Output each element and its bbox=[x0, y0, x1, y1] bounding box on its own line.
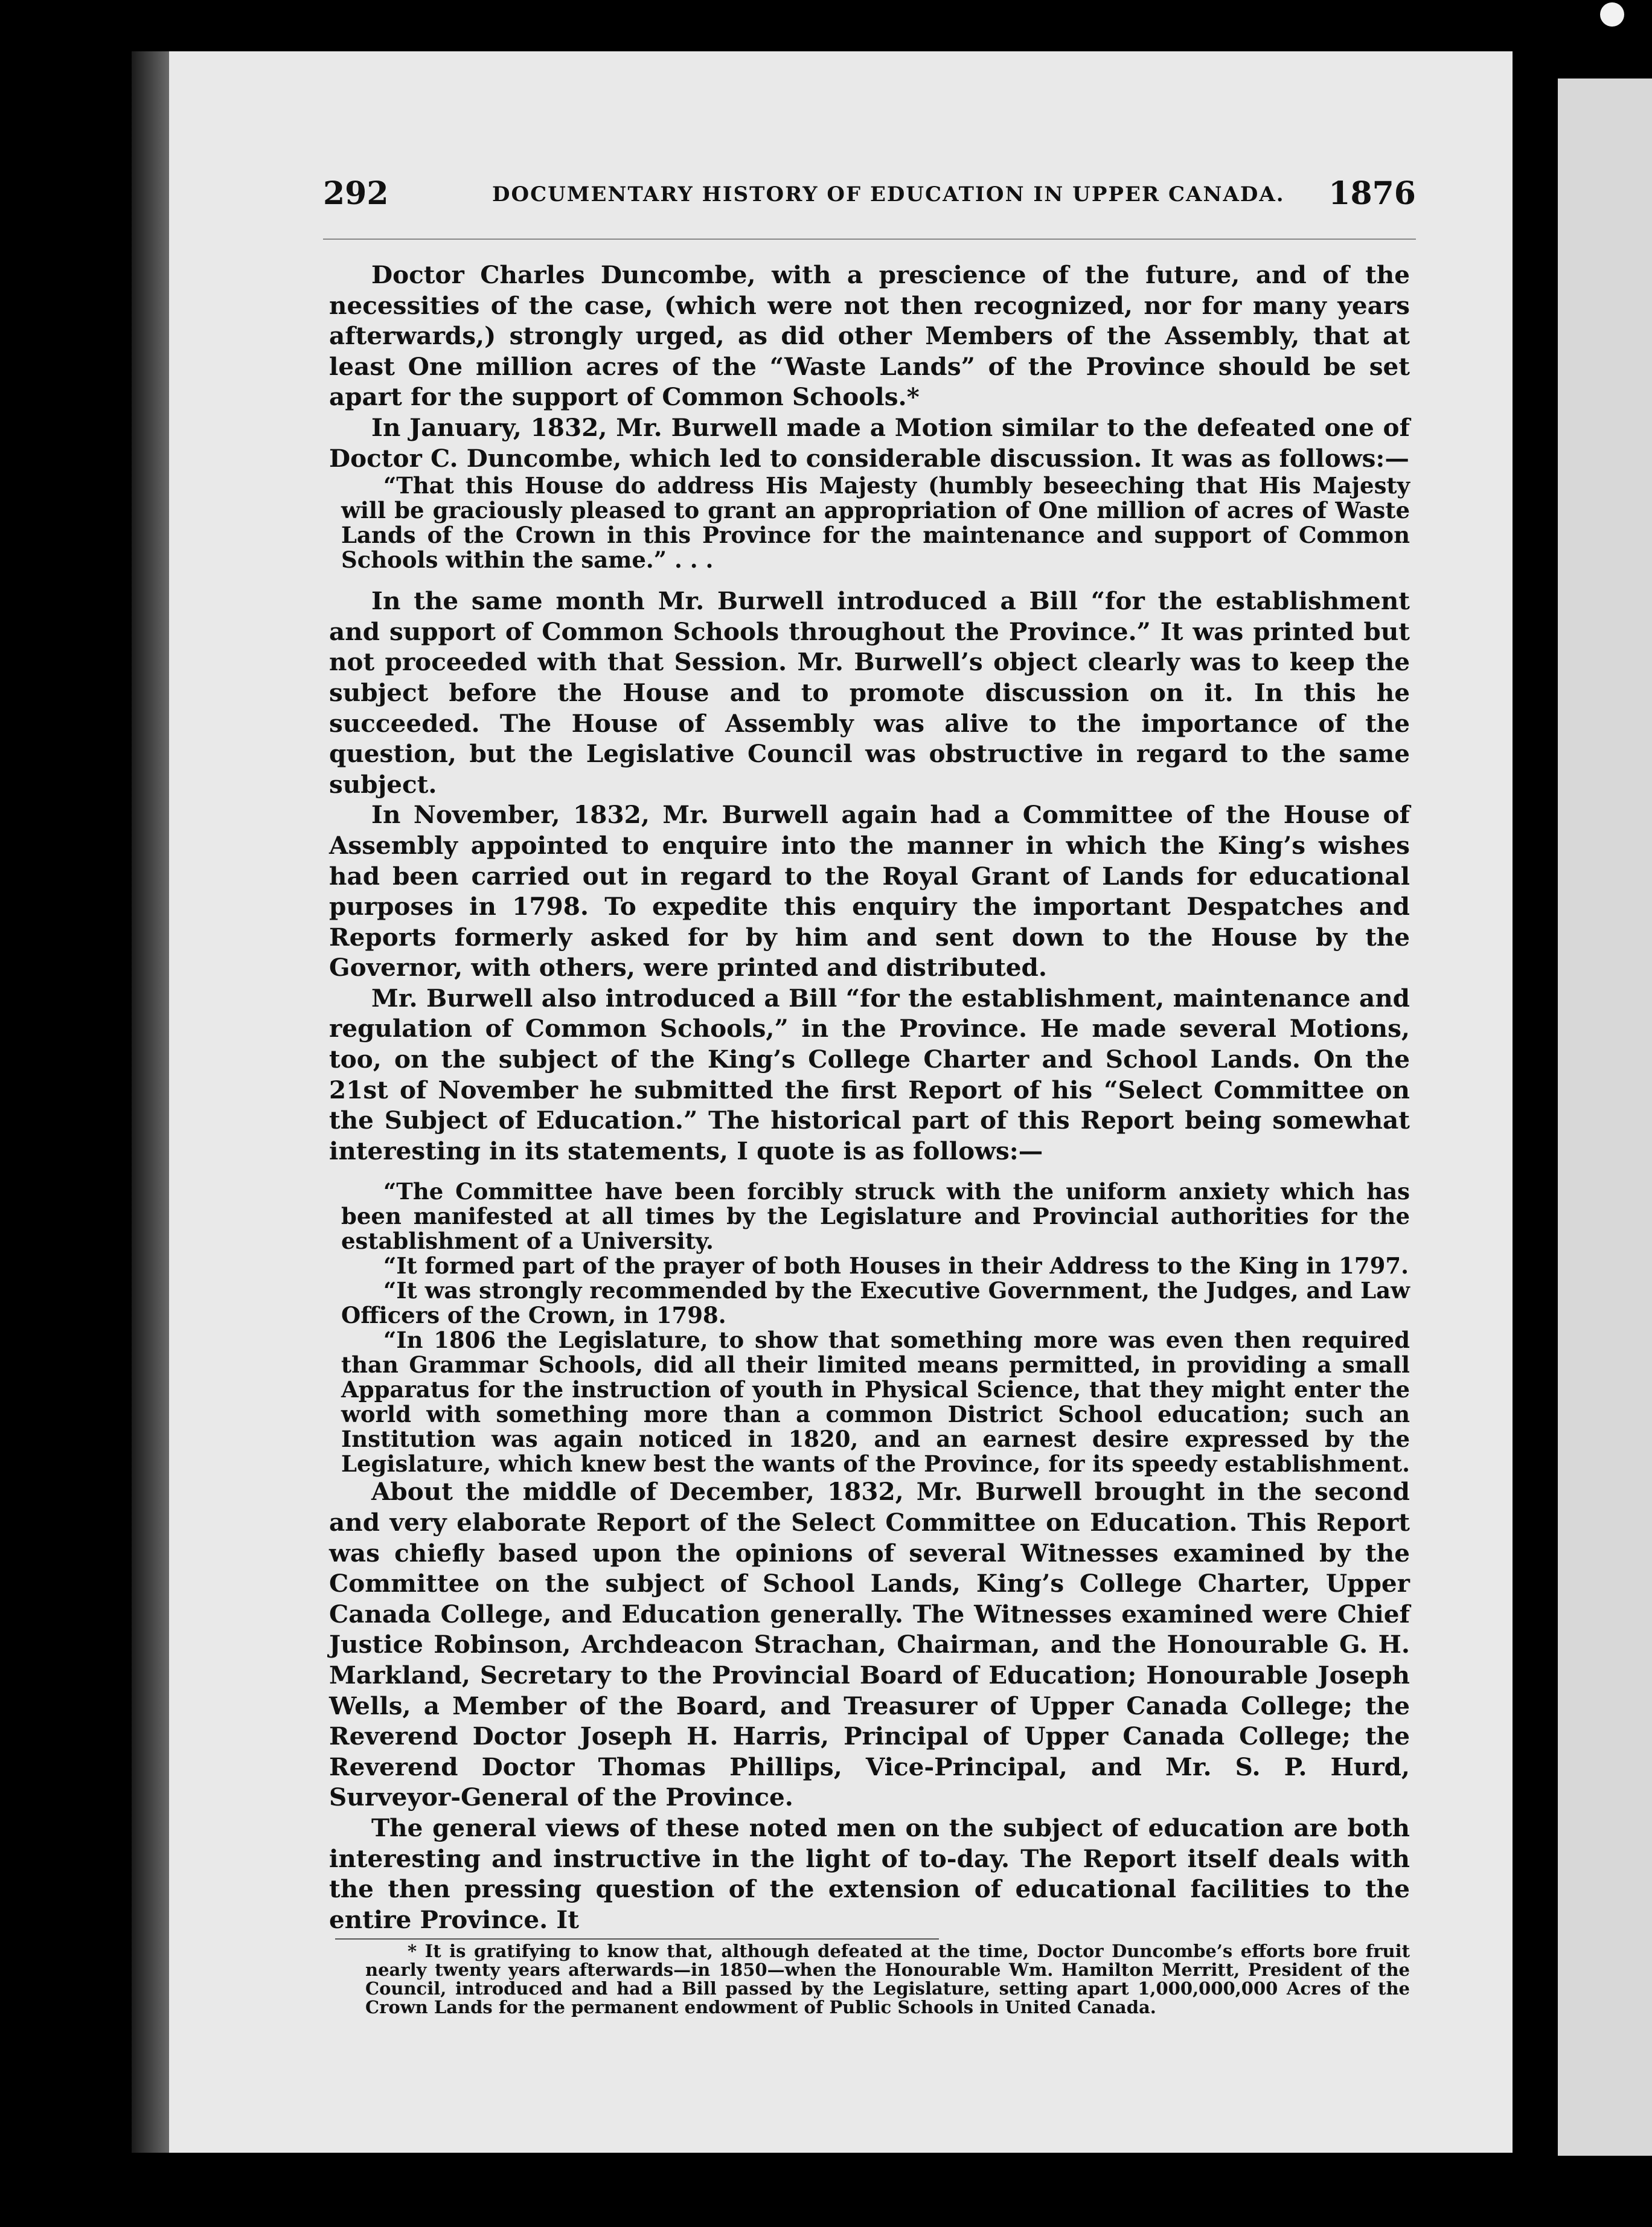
page-body bbox=[329, 260, 1410, 2017]
header-rule bbox=[323, 239, 1416, 240]
header-year: 1876 bbox=[1328, 175, 1416, 212]
running-title: DOCUMENTARY HISTORY OF EDUCATION IN UPPER CANADA. bbox=[492, 182, 1285, 207]
footnote: * It is gratifying to know that, although defeated at the time, Doctor Duncombe’s efforts bore fruit nearly twenty years afterwards—in 1850—when the Honourable Wm. Hamilton Merritt, President of the Council, introduced and had a Bill passed by the Legislature, setting apart 1,000,000,000 Acres of the Crown Lands for the permanent endowment of Public Schools in United Canada. bbox=[365, 1941, 1410, 2018]
paragraph: About the middle of December, 1832, Mr. Burwell brought in the second and very elaborate Report of the Select Committee on Education. This Report was chiefly based upon the opinions of several Witnesses examined by the Committee on the subject of School Lands, King’s College Charter, Upper Canada College, and Education generally. The Witnesses examined were Chief Justice Robinson, Archdeacon Strachan, Chairman, and the Honourable G. H. Markland, Secretary to the Provincial Board of Education; Honourable Joseph Wells, a Member of the Board, and Treasurer of Upper Canada College; the Reverend Doctor Joseph H. Harris, Principal of Upper Canada College; the Reverend Doctor Thomas Phillips, Vice-Principal, and Mr. S. P. Hurd, Surveyor-General of the Province. bbox=[329, 1477, 1410, 1812]
facing-page-edge bbox=[1558, 79, 1652, 2156]
paragraph: In the same month Mr. Burwell introduced a Bill “for the establishment and support of Common Schools throughout the Province.” It was printed but not proceeded with that Session. Mr. Burwell’s object clearly was to keep the subject before the House and to promote discussion on it. In this he succeeded. The House of Assembly was alive to the importance of the question, but the Legislative Council was obstructive in regard to the same subject. bbox=[329, 586, 1410, 799]
quoted-report: “In 1806 the Legislature, to show that something more was even then required than Grammar Schools, did all their limited means permitted, in providing a small Apparatus for the instruction of youth in Physical Science, that they might enter the world with something more than a common District School education; such an Institution was again noticed in 1820, and an earnest desire expressed by the Legislature, which knew best the wants of the Province, for its speedy establishment. bbox=[341, 1327, 1410, 1478]
paragraph: In November, 1832, Mr. Burwell again had a Committee of the House of Assembly appointed to enquire into the manner in which the King’s wishes had been carried out in regard to the Royal Grant of Lands for educational purposes in 1798. To expedite this enquiry the important Despatches and Reports formerly asked for by him and sent down to the House by the Governor, with others, were printed and distributed. bbox=[329, 800, 1410, 982]
paragraph: In January, 1832, Mr. Burwell made a Motion similar to the defeated one of Doctor C. Duncombe, which led to considerable discussion. It was as follows:— bbox=[329, 412, 1410, 473]
book-spine bbox=[132, 51, 169, 2153]
paragraph: Mr. Burwell also introduced a Bill “for the establishment, maintenance and regulation of Common Schools,” in the Province. He made several Motions, too, on the subject of the King’s College Charter and School Lands. On the 21st of November he submitted the first Report of his “Select Committee on the Subject of Education.” The historical part of this Report being somewhat interesting in its statements, I quote is as follows:— bbox=[329, 983, 1410, 1165]
page-header bbox=[323, 169, 1416, 223]
quoted-motion: “That this House do address His Majesty (humbly beseeching that His Majesty will be graciously pleased to grant an appropriation of One million of acres of Waste Lands of the Crown in this Province for the maintenance and support of Common Schools within the same.” . . . bbox=[341, 472, 1410, 574]
scan-artifact-dot bbox=[1600, 2, 1624, 27]
quoted-report: “The Committee have been forcibly struck with the uniform anxiety which has been manifested at all times by the Legislature and Provincial authorities for the establishment of a University. bbox=[341, 1178, 1410, 1255]
page-number: 292 bbox=[323, 175, 389, 212]
footnote-rule bbox=[335, 1938, 939, 1940]
quoted-report: “It formed part of the prayer of both Houses in their Address to the King in 1797. bbox=[383, 1252, 1409, 1280]
quoted-report: “It was strongly recommended by the Executive Government, the Judges, and Law Officers of the Crown, in 1798. bbox=[341, 1277, 1410, 1329]
paragraph: Doctor Charles Duncombe, with a prescience of the future, and of the necessities of the case, (which were not then recognized, nor for many years afterwards,) strongly urged, as did other Members of the Assembly, that at least One million acres of the “Waste Lands” of the Province should be set apart for the support of Common Schools.* bbox=[329, 260, 1410, 412]
paragraph: The general views of these noted men on the subject of education are both interesting and instructive in the light of to-day. The Report itself deals with the then pressing question of the extension of educational facilities to the entire Province. It bbox=[329, 1813, 1410, 1934]
